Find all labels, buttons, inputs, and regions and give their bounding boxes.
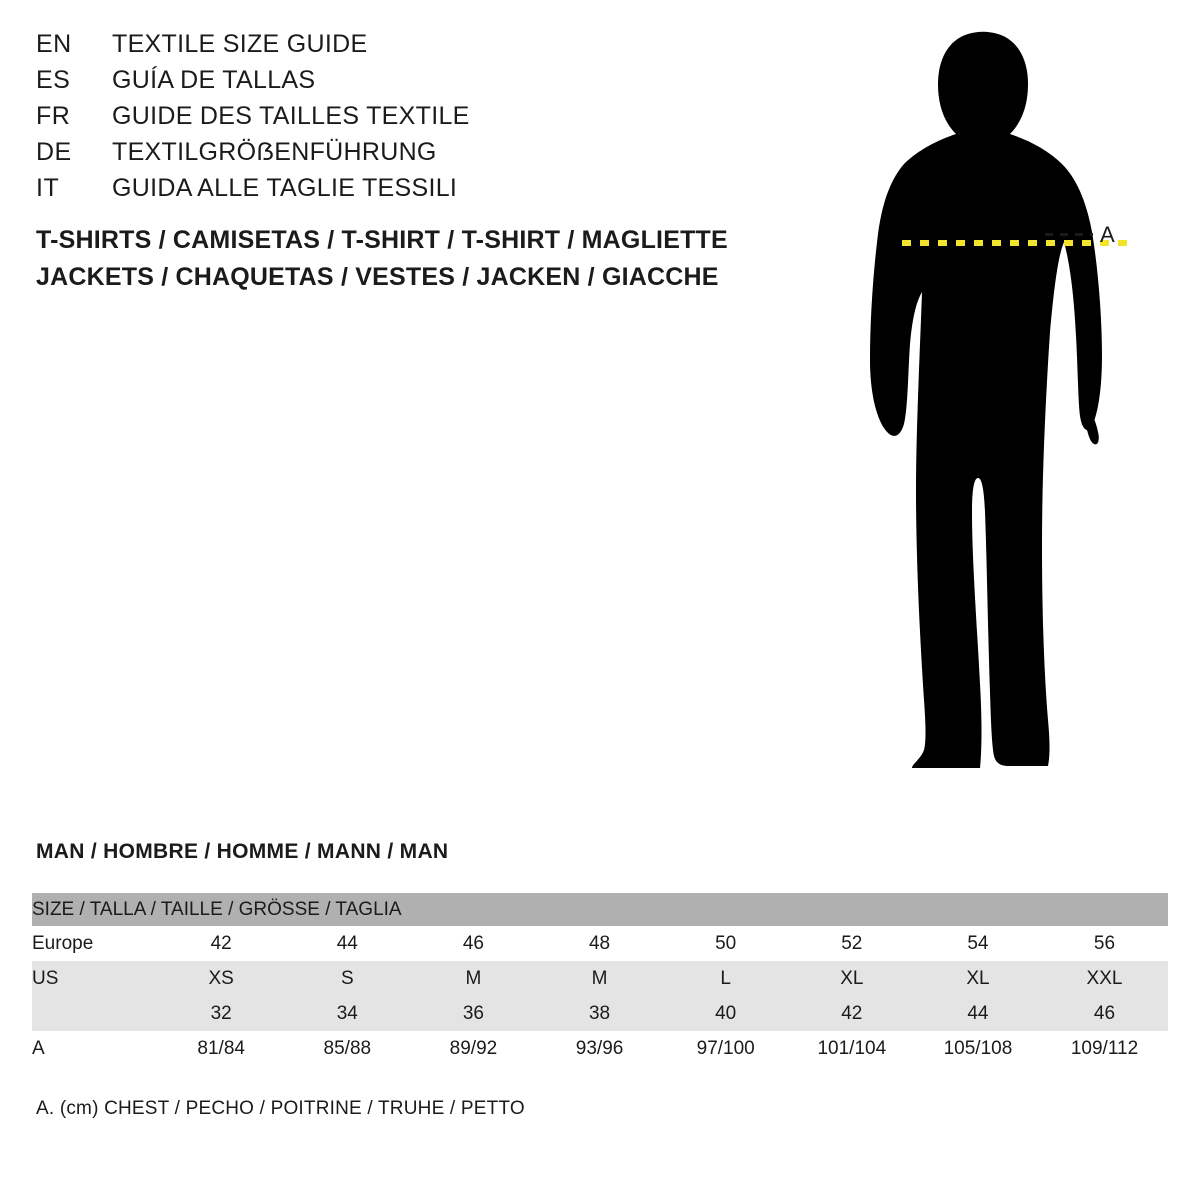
cell-value: 109/112 <box>1041 1031 1168 1066</box>
language-row <box>36 174 736 210</box>
language-code: EN <box>36 30 72 58</box>
row-label-blank <box>32 996 158 1031</box>
cell-value: 85/88 <box>284 1031 410 1066</box>
cell-value: 97/100 <box>663 1031 789 1066</box>
row-label-us: US <box>32 961 158 996</box>
cell-value: XL <box>915 961 1041 996</box>
table-row <box>32 1031 1168 1066</box>
language-title: GUIDE DES TAILLES TEXTILE <box>112 102 470 130</box>
language-row <box>36 138 736 174</box>
table-footnote: A. (cm) CHEST / PECHO / POITRINE / TRUHE / PETTO <box>36 1098 525 1119</box>
cell-value: 105/108 <box>915 1031 1041 1066</box>
cell-value: 34 <box>284 996 410 1031</box>
male-silhouette-figure <box>820 20 1180 790</box>
cell-value: 93/96 <box>537 1031 663 1066</box>
language-row <box>36 102 736 138</box>
cell-value: 44 <box>915 996 1041 1031</box>
cell-value: 89/92 <box>410 1031 536 1066</box>
cell-value: XXL <box>1041 961 1168 996</box>
cell-value: 54 <box>915 926 1041 961</box>
cell-value: 42 <box>158 926 284 961</box>
language-title: GUIDA ALLE TAGLIE TESSILI <box>112 174 458 202</box>
cell-value: 36 <box>410 996 536 1031</box>
body-silhouette-path <box>870 32 1102 768</box>
cell-value: 38 <box>537 996 663 1031</box>
table-header-row <box>32 893 1168 926</box>
cell-value: L <box>663 961 789 996</box>
language-title: TEXTILE SIZE GUIDE <box>112 30 368 58</box>
table-row <box>32 926 1168 961</box>
row-label-a: A <box>32 1031 158 1066</box>
language-row <box>36 66 736 102</box>
cell-value: 48 <box>537 926 663 961</box>
table-row <box>32 961 1168 996</box>
callout-leader-line <box>1045 233 1093 236</box>
cell-value: XL <box>789 961 915 996</box>
cell-value: 50 <box>663 926 789 961</box>
garment-categories <box>36 222 816 296</box>
cell-value: S <box>284 961 410 996</box>
row-label-europe: Europe <box>32 926 158 961</box>
language-title: TEXTILGRÖẞENFÜHRUNG <box>112 138 437 166</box>
cell-value: 52 <box>789 926 915 961</box>
category-jackets: JACKETS / CHAQUETAS / VESTES / JACKEN / GIACCHE <box>36 263 719 291</box>
language-code: ES <box>36 66 71 94</box>
silhouette-svg <box>820 20 1180 790</box>
language-code: DE <box>36 138 72 166</box>
cell-value: M <box>537 961 663 996</box>
callout-label-a: A <box>1100 222 1116 247</box>
cell-value: 46 <box>410 926 536 961</box>
cell-value: 42 <box>789 996 915 1031</box>
language-title: GUÍA DE TALLAS <box>112 66 316 94</box>
cell-value: 46 <box>1041 996 1168 1031</box>
cell-value: 101/104 <box>789 1031 915 1066</box>
table-section-title: MAN / HOMBRE / HOMME / MANN / MAN <box>36 840 449 863</box>
cell-value: M <box>410 961 536 996</box>
cell-value: 56 <box>1041 926 1168 961</box>
language-row <box>36 30 736 66</box>
cell-value: XS <box>158 961 284 996</box>
cell-value: 32 <box>158 996 284 1031</box>
table-row <box>32 996 1168 1031</box>
language-code: IT <box>36 174 60 202</box>
language-code: FR <box>36 102 71 130</box>
language-header <box>36 30 736 210</box>
cell-value: 81/84 <box>158 1031 284 1066</box>
category-tshirts: T-SHIRTS / CAMISETAS / T-SHIRT / T-SHIRT / MAGLIETTE <box>36 226 728 254</box>
size-table <box>32 893 1168 1066</box>
cell-value: 40 <box>663 996 789 1031</box>
cell-value: 44 <box>284 926 410 961</box>
table-header-label: SIZE / TALLA / TAILLE / GRÖSSE / TAGLIA <box>32 893 1168 926</box>
